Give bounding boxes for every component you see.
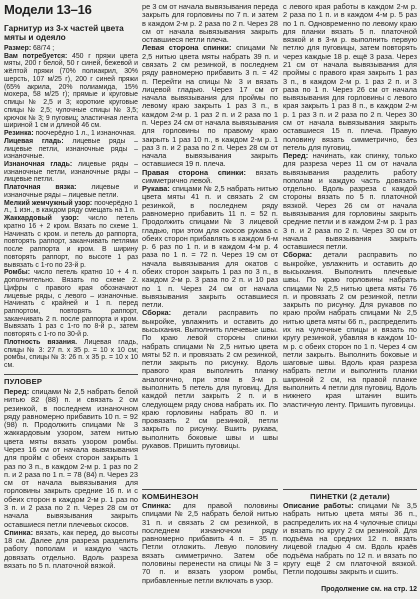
paragraph (4, 339, 138, 370)
paragraph (142, 309, 278, 450)
paragraph (4, 161, 138, 184)
paragraph-label: Плотность вязания. (4, 338, 78, 346)
paragraph-label: Жаккардовый узор: (4, 215, 79, 223)
overall-text (142, 502, 278, 595)
continuation-note: Продолжение см. на стр. 12 (321, 586, 417, 593)
paragraph-text: спицами № 2,5 набрать нитью цвета мяты 41 п. и связать 2 см резинкой, в последнем ряду равномерно прибавить 11 п. = 52 п. Продолжить спицами № 3 лицевой гладью, при этом для скосов рукава с обеих сторон прибавлять в каждом 6-м р. 6 раз по 1 п. и в каждом 4-м р. 4 раза по 1 п. = 72 п. Через 19 см от начала вывязывания для окатов с обеих сторон закрыть 1 раз по 3 п., в каждом 2-м р. 3 раза по 2 п. и 10 раз по 1 п. Через 24 см от начала вывязывания закрыть оставшиеся петли. (142, 184, 278, 310)
paragraph (4, 53, 138, 130)
section-heading-pullover: ПУЛОВЕР (4, 374, 138, 386)
paragraph (283, 251, 417, 408)
booties-text (283, 502, 417, 582)
paragraph-text: детали расправить по выкройке, увлажнить и оставить до высыхания. Выполнить плечевые швы. По краю левой стороны спинки набрать спицами № 2,5 нитью цвета мяты 52 п. и провязать 2 см резинкой, петли закрыть по рисунку. Вдоль правого края выполнить планку аналогично, при этом в 3-м р. выполнить 5 петель для пуговиц. Для каждой петли закрыть 2 п. и в следующем ряду снова набрать их. По краю горловины набрать 80 п. и провязать 2 см резинкой, петли закрыть по рисунку. Вшить рукава, выполнить боковые швы и швы рукавов. Пришить пуговицы. (142, 308, 278, 450)
paragraph-label: Перед: (283, 151, 309, 161)
paragraph (4, 269, 138, 339)
paragraph (4, 138, 138, 161)
paragraph (4, 45, 138, 53)
paragraph-label: Мелкий жемчужный узор: (4, 199, 93, 207)
paragraph-label: Спинка: (142, 502, 172, 510)
paragraph-label: Сборка: (142, 308, 172, 318)
column-3-text (283, 3, 417, 487)
paragraph-label: Правая сторона спинки: (142, 167, 246, 177)
paragraph-text: для правой половины спицами № 2,5 набрать белой нитью 31 п. и связать 2 см резинкой, в последнем изнаночном ряду равномерно прибавить 4 п. = 35 п. Петли отложить. Левую половину вязать симметрично. Затем обе половины перенести на спицы № 3 = 70 п. и вязать узором ромбы, прибавленные петли включать в узор. (142, 502, 278, 585)
paragraph-text: 450 г пряжи цвета мяты, 200 г белой, 50 г синей, бежевой и жёлтой пряжи (70% полиакрил, 30% шерсть, 107 м/25 г), 200 г синей пряжи (65% акрила, 20% полиамида, 15% мохера, 58 м/25 г); прямые и круговые спицы № 2,5 и 3; короткие круговые спицы № 2,5; чулочные спицы № 3,5; крючок № 3; 9 пуговиц; эластичная лента шириной 1 см и длиной 46 см. (4, 52, 138, 130)
paragraph-text: лицевые ряды – изнаночные петли, изнаночные ряды – лицевые петли. (4, 161, 138, 184)
paragraph-label: Ромбы: (4, 269, 30, 277)
paragraph-text: детали расправить по выкройке, увлажнить и оставить до высыхания. Выполнить плечевые швы. По краю горловины набрать спицами № 2,5 нитью цвета мяты 76 п. и провязать 2 см резинкой, петли закрыть по рисунку. Для рукавов по краю пройм набрать спицами № 2,5 нитью цвета мяты 66 п., распределить их на чулочные спицы и вязать по кругу резинкой, убавляя в каждом 10-м р. с обеих сторон по 1 п. Через 4 см петли закрыть. Выполнить боковые и шаговые швы. Вдоль края разреза набрать петли и выполнить планки шириной 2 см, на правой планке выполнить 4 петли для пуговиц. Вдоль нижнего края штанин вшить эластичную ленту. Пришить пуговицы. (283, 250, 417, 409)
column-2-text (142, 3, 278, 487)
paragraph-label: Спинка: (4, 527, 34, 537)
paragraph (4, 200, 138, 215)
paragraph-label: Размер: (4, 45, 32, 52)
paragraph-text: лицевые ряды – лицевые петли, изнаночные ряды – изнаночные. (4, 137, 138, 161)
paragraph (4, 215, 138, 269)
paragraph-text: ре 3 см от начала вывязывания переда закрыть для горловины по 7 п. и затем в каждом 2-м р. 2 раза по 2 п. Через 28 см от начала вывязывания закрыть оставшиеся петли плеча. (142, 3, 278, 45)
section-heading-booties: ПИНЕТКИ (2 детали) (283, 489, 417, 501)
paragraph-text: поочерёдно 1 л., 1 изнаночная. (35, 130, 136, 138)
paragraph (4, 184, 138, 199)
paragraph-text: спицами № 2,5 нитью цвета мяты набрать 39 п. и связать 2 см резинкой, в последнем ряду равномерно прибавить 3 п. = 42 п. Перейти на спицы № 3 и вязать лицевой гладью. Через 17 см от начала вывязывания для проймы по левому краю закрыть 1 раз 3 п., в каждом 2-м р. 1 раз 2 п. и 2 раза по 1 п. Через 24 см от начала вывязывания для горловины по правому краю закрыть 1 раз 10 п., в каждом 2-м р. 1 раз 3 п. и 2 раза по 2 п. Через 28 см от начала вывязывания закрыть оставшиеся 19 п. плеча. (142, 43, 278, 169)
paragraph (142, 169, 278, 186)
paragraph (4, 388, 138, 529)
paragraph-text: 68/74 ; (33, 45, 55, 52)
paragraph-label: Описание работы: (283, 502, 354, 510)
paragraph-text: спицами № 2,5 набрать белой нитью 82 (88) п. и связать 2 см резинкой, в последнем изнаночном ряду равномерно прибавить 10 п. = 92 (98) п. Продолжить спицами № 3 жаккардовым узором, затем нитью цвета мяты вязать узором ромбы. Через 16 см от начала вывязывания для пройм с обеих сторон закрыть 1 раз по 3 п., в каждом 2-м р. 1 раз по 2 п. и 2 раза по 1 п. = 78 (84) п. Через 23 см от начала вывязывания для горловины закрыть средние 16 п. и с обеих сторон в каждом 2-м р. 1 раз по 3 п. и 2 раза по 2 п. Через 28 см от начала вывязывания закрыть оставшиеся петли плечевых скосов. (4, 388, 138, 529)
paragraph-label: Изнаночная гладь: (4, 161, 73, 169)
paragraph-label: Перед: (4, 388, 30, 396)
paragraph (283, 3, 417, 152)
section-heading-overall: КОМБИНЕЗОН (142, 489, 278, 501)
paragraph-label: Рукава: (142, 184, 170, 194)
paragraph-text: лицевые и изнаночные ряды – лицевые петли. (4, 184, 138, 199)
paragraph (142, 44, 278, 168)
model-subtitle: Гарнитур из 3-х частей цвета мяты и одеяло (4, 23, 124, 43)
page-title: Модели 13–16 (4, 2, 92, 17)
paragraph (4, 529, 138, 570)
paragraph-text: начинать, как спинку, только для разреза через 11 см от начала вывязывания разделить работу пополам и каждую часть довязать отдельно. Вдоль разреза с каждой стороны вязать по 5 п. платочной вязкой. Через 26 см от начала вывязывания для горловины закрыть средние петли и в каждом 2-м р. 1 раз 3 п. и 2 раза по 2 п. Через 30 см от начала вывязывания закрыть оставшиеся петли. (283, 151, 417, 252)
paragraph (142, 3, 278, 44)
paragraph-label: Лицевая гладь: (4, 137, 64, 145)
paragraph-text: вязать симметрично левой. (142, 167, 278, 185)
paragraph-text: число петель кратно 16 + 2 кром. Вязать по схеме 1. Начинать с кром. и петель до раппорта, повторять раппорт, заканчивать петлями после раппорта и кром. В ширину повторять раппорт, по высоте 1 раз вывязать с 1-го по 23-й р. (4, 215, 138, 269)
paragraph-text: с левого края работы в каждом 2-м р. 2 раза по 1 п. и в каждом 4-м р. 5 раз по 1 п. Одновременно по левому краю для планки вязать 5 п. платочной вязкой и в 3-м р. выполнить первую петлю для пуговицы, затем повторять через каждые 18 р. ещё 3 раза. Через 21 см от начала вывязывания для проймы с правого края закрыть 1 раз 3 п., в каждом 2-м р. 1 раз 2 п. и 3 раза по 1 п. Через 26 см от начала вывязывания для горловины с левого края закрыть 1 раз 8 п., в каждом 2-м р. 1 раз 3 п. и 2 раза по 2 п. Через 30 см от начала вывязывания закрыть оставшиеся 15 п. плеча. Правую половину вязать симметрично, без петель для пуговиц. (283, 3, 417, 152)
paragraph-text: спицами № 3,5 набрать нитью цвета мяты 36 п., распределить их на 4 чулочные спицы и вязать по кругу 2 см резинкой. Для подъёма на средних 12 п. вязать лицевой гладью 4 см. Вдоль краёв подъёма набрать по 12 п. и вязать по кругу ещё 2 см платочной вязкой. Петли подошвы закрыть и сшить. (283, 502, 417, 577)
pullover-text (4, 388, 138, 595)
paragraph (283, 502, 417, 577)
column-1-text (4, 45, 138, 371)
paragraph (142, 502, 278, 585)
paragraph-text: вязать, как перед, до высоты 18 см. Далее для разреза разделить работу пополам и каждую часть довязать отдельно. Вдоль разреза вязать по 5 п. платочной вязкой. (4, 527, 138, 570)
paragraph-text: поочерёдно 1 л., 1 изн., в каждом ряду смещать на 1 п. (4, 199, 138, 215)
paragraph-label: Левая сторона спинки: (142, 43, 232, 53)
paragraph (283, 152, 417, 251)
paragraph-text: число петель кратно 10 + 4 п. дополнительно. Вязать по схеме 2. Цифры с правого края обозначают лицевые ряды, с левого – изнаночные. Начинать с крайней и 1 п. перед раппортом, повторять раппорт, заканчивать 2 п. после раппорта и кром. Вывязать 1 раз с 1-го по 8-й р., затем повторять с 1-го по 30-й р. (4, 269, 138, 339)
paragraph-label: Платочная вязка: (4, 184, 77, 192)
paragraph (142, 185, 278, 309)
paragraph-label: Вам потребуется: (4, 52, 68, 60)
paragraph-text: Лицевая гладь, спицы № 3: 27 п. х 35 р. = 10 х 10 см; ромбы, спицы № 3: 26 п. х 35 р. = 10 х 10 см. (4, 338, 138, 370)
paragraph (4, 130, 138, 138)
paragraph-label: Резинка: (4, 130, 34, 138)
paragraph-label: Сборка: (283, 250, 313, 260)
